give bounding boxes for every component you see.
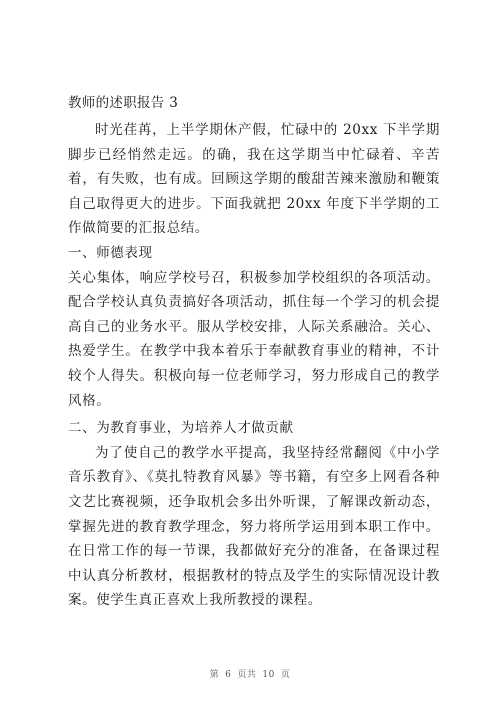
- education-paragraph: 为了使自己的教学水平提高，我坚持经常翻阅《中小学音乐教育》、《莫扎特教育风暴》等书籍，有空多上网看各种文艺比赛视频，还争取机会多出外听课，了解课改新动态，掌握先进的教育教学理念，努力将所学运用到本职工作中。在日常工作的每一节课，我都做好充分的准备，在备课过程中认真分析教材，根据教材的特点及学生的实际情况设计教案。使学生真正喜欢上我所教授的课程。: [68, 444, 440, 609]
- footer-total-pages: 10: [262, 670, 275, 680]
- section-heading-ethics: 一、师德表现: [68, 244, 153, 261]
- section-heading-education: 二、为教育事业，为培养人才做贡献: [68, 420, 294, 437]
- page-footer: [0, 669, 500, 681]
- document-body: [68, 118, 440, 613]
- footer-label-end: 页: [280, 670, 291, 680]
- footer-label-page: 第: [209, 670, 220, 680]
- intro-paragraph: 时光荏苒，上半学期休产假，忙碌中的 20xx 下半学期脚步已经悄然走远。的确，我在这学期当中忙碌着、辛苦着，有失败，也有成。回顾这学期的酸甜苦辣来激励和鞭策自己取得更大的进步。下面我就把 20xx 年度下半学期的工作做简要的汇报总结。: [68, 122, 440, 237]
- ethics-paragraph: 关心集体，响应学校号召，积极参加学校组织的各项活动。配合学校认真负责搞好各项活动，抓住每一个学习的机会提高自己的业务水平。服从学校安排，人际关系融洽。关心、热爱学生。在教学中我本着乐于奉献教育事业的精神，不计较个人得失。积极向每一位老师学习，努力形成自己的教学风格。: [68, 269, 440, 409]
- document-title: 教师的述职报告 3: [68, 95, 179, 111]
- footer-current-page: 6: [225, 670, 232, 680]
- footer-label-of: 页共: [237, 670, 257, 680]
